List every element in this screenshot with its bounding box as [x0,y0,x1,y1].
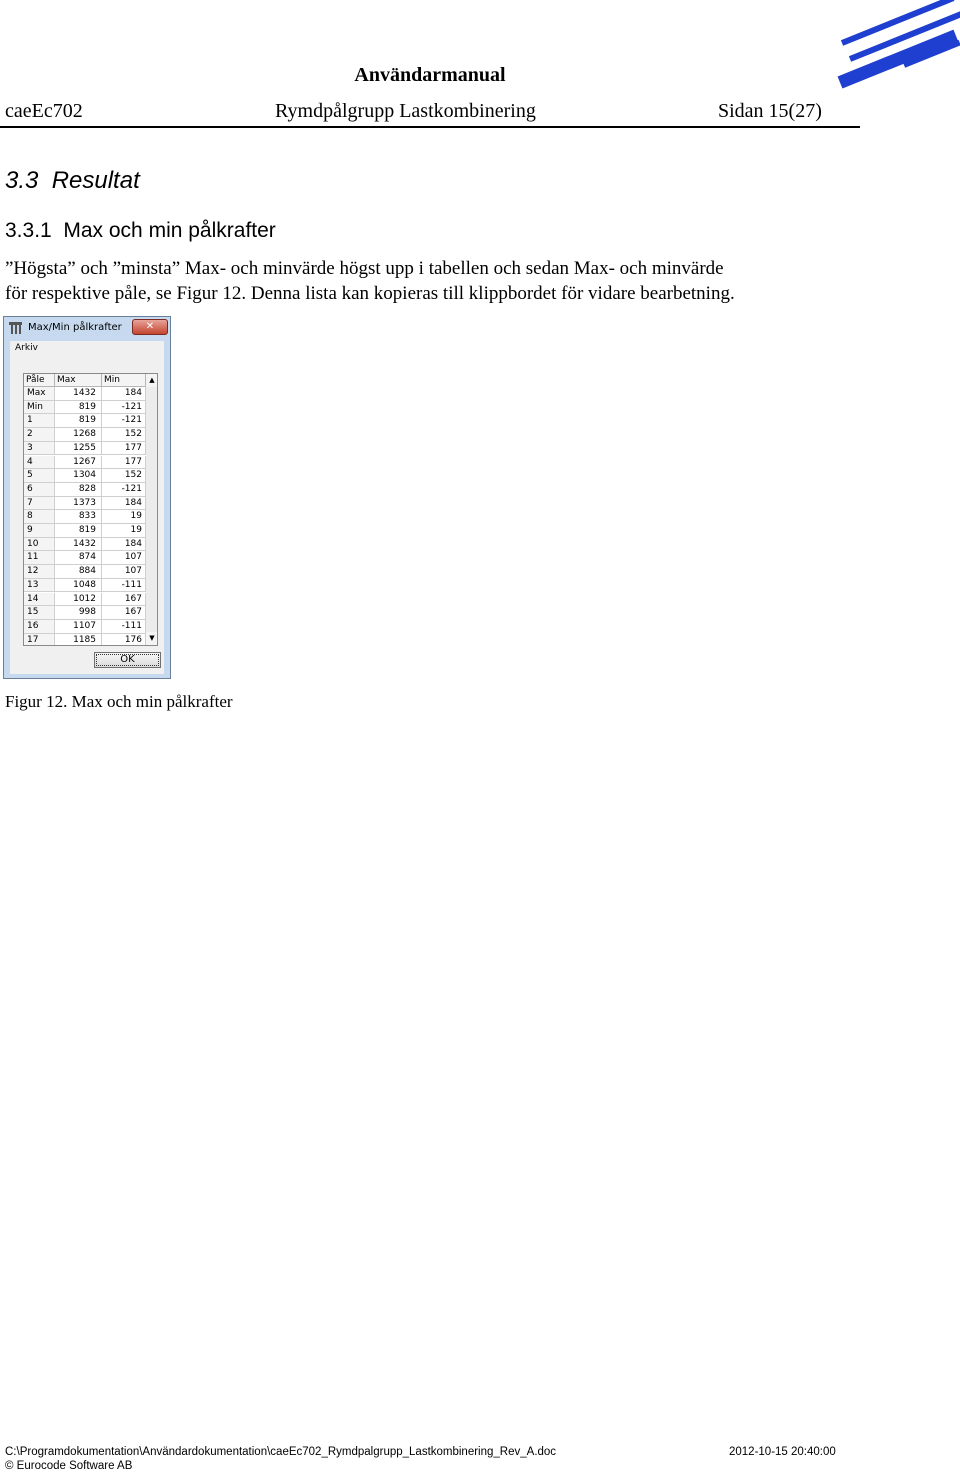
cell-pale: 3 [24,442,55,456]
cell-max: 819 [55,401,102,415]
cell-min: 184 [102,387,146,401]
cell-pale: 5 [24,469,55,483]
scroll-down-icon[interactable]: ▼ [146,632,158,645]
cell-pale: Max [24,387,55,401]
cell-pale: 11 [24,551,55,565]
cell-max: 819 [55,524,102,538]
table-row[interactable] [24,456,146,470]
footer-copyright: © Eurocode Software AB [5,1460,133,1472]
table-row[interactable] [24,593,146,607]
max-min-dialog [3,316,171,679]
scroll-up-icon[interactable]: ▲ [146,374,158,387]
header-product: caeEc702 [5,100,83,122]
table-row[interactable] [24,401,146,415]
ok-button[interactable]: OK [94,652,161,668]
cell-pale: 16 [24,620,55,634]
cell-min: -111 [102,620,146,634]
cell-max: 1267 [55,456,102,470]
menu-bar [10,341,164,357]
cell-pale: 10 [24,538,55,552]
column-header-max[interactable]: Max [55,374,102,387]
cell-max: 1185 [55,634,102,646]
cell-min: -121 [102,401,146,415]
cell-pale: 4 [24,456,55,470]
cell-min: 152 [102,469,146,483]
cell-min: 177 [102,442,146,456]
dialog-title: Max/Min pålkrafter [28,322,122,333]
cell-min: 107 [102,551,146,565]
table-row[interactable] [24,620,146,634]
close-icon: ✕ [145,321,155,332]
table-row[interactable] [24,524,146,538]
cell-min: 152 [102,428,146,442]
cell-min: 19 [102,524,146,538]
cell-min: -121 [102,414,146,428]
cell-min: 167 [102,593,146,607]
table-row[interactable] [24,634,146,646]
header-page-number: Sidan 15(27) [718,100,822,122]
figure-caption: Figur 12. Max och min pålkrafter [5,692,233,711]
cell-max: 884 [55,565,102,579]
cell-max: 874 [55,551,102,565]
cell-max: 833 [55,510,102,524]
table-row[interactable] [24,579,146,593]
cell-max: 828 [55,483,102,497]
cell-max: 1012 [55,593,102,607]
table-row[interactable] [24,497,146,511]
cell-min: 184 [102,538,146,552]
cell-max: 819 [55,414,102,428]
cell-min: 176 [102,634,146,646]
cell-pale: 14 [24,593,55,607]
table-row[interactable] [24,606,146,620]
cell-min: 184 [102,497,146,511]
body-text-line-1: ”Högsta” och ”minsta” Max- och minvärde högst upp i tabellen och sedan Max- och minvärde [5,258,724,279]
cell-pale: 6 [24,483,55,497]
cell-max: 1432 [55,538,102,552]
header-module: Rymdpålgrupp Lastkombinering [275,100,536,122]
cell-pale: 17 [24,634,55,646]
menu-item-arkiv[interactable]: Arkiv [15,343,38,353]
cell-pale: 1 [24,414,55,428]
cell-max: 1268 [55,428,102,442]
cell-max: 1048 [55,579,102,593]
vertical-scrollbar[interactable] [146,374,158,645]
table-row[interactable] [24,510,146,524]
table-row[interactable] [24,414,146,428]
column-header-pale[interactable]: Påle [24,374,55,387]
table-row[interactable] [24,387,146,401]
subsection-heading: 3.3.1 Max och min pålkrafter [5,219,276,242]
cell-pale: 15 [24,606,55,620]
document-title: Användarmanual [354,64,506,86]
cell-max: 1107 [55,620,102,634]
table-row[interactable] [24,551,146,565]
app-icon [9,322,22,334]
cell-max: 1373 [55,497,102,511]
cell-pale: 12 [24,565,55,579]
dialog-client-area [10,356,164,674]
cell-min: -111 [102,579,146,593]
cell-min: 19 [102,510,146,524]
table-row[interactable] [24,483,146,497]
cell-min: -121 [102,483,146,497]
table-row[interactable] [24,428,146,442]
footer-date: 2012-10-15 20:40:00 [729,1446,836,1458]
cell-min: 167 [102,606,146,620]
header-divider [0,126,860,128]
cell-pale: 8 [24,510,55,524]
table-row[interactable] [24,469,146,483]
table-row[interactable] [24,565,146,579]
cell-min: 177 [102,456,146,470]
cell-max: 1432 [55,387,102,401]
cell-pale: Min [24,401,55,415]
cell-max: 1255 [55,442,102,456]
cell-pale: 9 [24,524,55,538]
dialog-titlebar[interactable] [4,317,170,339]
cell-pale: 13 [24,579,55,593]
cell-pale: 7 [24,497,55,511]
results-grid[interactable] [23,373,158,646]
cell-min: 107 [102,565,146,579]
table-row[interactable] [24,538,146,552]
table-row[interactable] [24,442,146,456]
close-button[interactable] [132,319,168,335]
section-heading: 3.3 Resultat [5,167,140,194]
cell-pale: 2 [24,428,55,442]
body-text-line-2: för respektive påle, se Figur 12. Denna lista kan kopieras till klippbordet för vidare bearbetning. [5,283,735,304]
column-header-min[interactable]: Min [102,374,146,387]
footer-file-path: C:\Programdokumentation\Användardokumentation\caeEc702_Rymdpalgrupp_Lastkombinering_Rev_A.doc [5,1446,557,1458]
cell-max: 998 [55,606,102,620]
cell-max: 1304 [55,469,102,483]
